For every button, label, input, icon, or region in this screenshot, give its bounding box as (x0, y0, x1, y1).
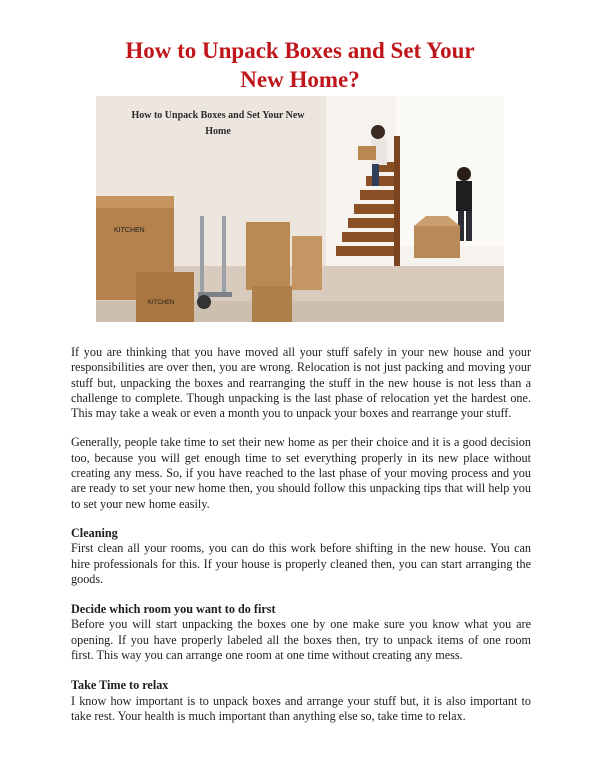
intro-paragraph-2: Generally, people take time to set their new home as per their choice and it is a good decision too, because you will get enough time to set everything properly in its new place without creating any mess. So, if you have reached to the last phase of your moving process and you are ready to set your new home then, you should follow this unpacking tips that will help you to set your new home easily. (71, 435, 531, 511)
hero-caption (118, 108, 318, 140)
hero-image (96, 96, 504, 322)
box-label-kitchen-top: KITCHEN (114, 227, 145, 234)
hero-caption-line-2: Home (205, 126, 231, 137)
title-line-2: New Home? (240, 67, 360, 92)
section-heading: Decide which room you want to do first (71, 602, 276, 617)
section-heading: Take Time to relax (71, 678, 169, 693)
section-text: I know how important is to unpack boxes and arrange your stuff but, it is also important to take rest. Your health is much important than anything else so, take time to relax. (71, 693, 531, 723)
section-heading: Cleaning (71, 525, 118, 540)
section-cleaning (71, 526, 531, 587)
page-title (60, 36, 540, 94)
article-body (71, 345, 531, 739)
section-relax (71, 678, 531, 724)
hero-caption-line-1: How to Unpack Boxes and Set Your New (131, 110, 305, 121)
section-decide-room (71, 602, 531, 663)
section-text: First clean all your rooms, you can do this work before shifting in the new house. You can hire professionals for this. If your house is properly cleaned then, you can start arranging the goods. (71, 541, 531, 586)
intro-paragraph-1: If you are thinking that you have moved all your stuff safely in your new house and your responsibilities are over then, you are wrong. Relocation is not just packing and moving your stuff but, unpacking the boxes and rearranging the stuff in the new house is not less than a challenge to complete. Though unpacking is the last phase of relocation yet the hardest one. This may take a weak or even a month you to unpack your boxes and rearrange your stuff. (71, 345, 531, 421)
box-label-kitchen-bottom: KITCHEN (148, 300, 175, 306)
title-line-1: How to Unpack Boxes and Set Your (125, 38, 475, 63)
section-text: Before you will start unpacking the boxes one by one make sure you know what you are opening. If you have properly labeled all the boxes then, try to unpack items of one room first. This way you can arrange one room at one time without creating any mess. (71, 617, 531, 663)
